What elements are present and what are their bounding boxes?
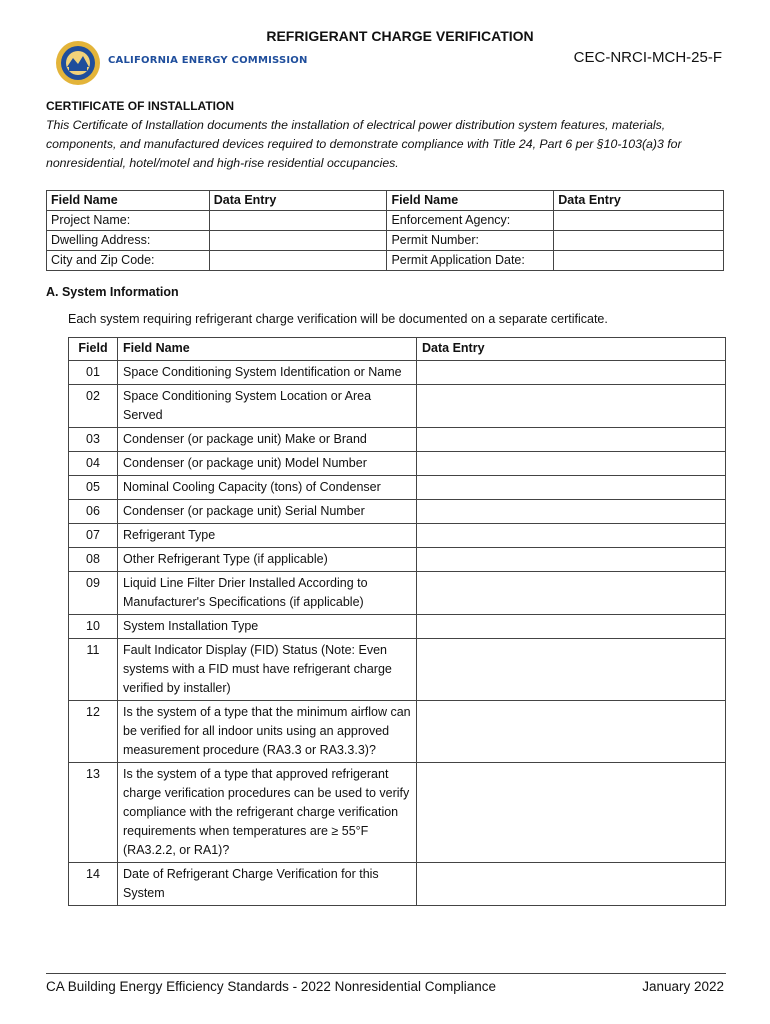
field-number: 01 (69, 361, 118, 385)
section-a-note: Each system requiring refrigerant charge verification will be documented on a separate certificate. (68, 312, 608, 326)
table-header-row (47, 191, 724, 211)
table-row (69, 476, 726, 500)
field-name: System Installation Type (118, 615, 417, 639)
table-row (69, 639, 726, 701)
field-number: 02 (69, 385, 118, 428)
column-header: Field Name (118, 338, 417, 361)
data-entry-cell[interactable] (417, 476, 726, 500)
table-row (69, 452, 726, 476)
project-info-table (46, 190, 724, 271)
table-row (69, 615, 726, 639)
data-entry-cell[interactable] (417, 639, 726, 701)
field-number: 07 (69, 524, 118, 548)
field-name: Space Conditioning System Location or Area Served (118, 385, 417, 428)
data-entry-cell[interactable] (417, 863, 726, 906)
form-code: CEC-NRCI-MCH-25-F (573, 49, 722, 66)
data-entry-cell[interactable] (417, 428, 726, 452)
field-label: Enforcement Agency: (387, 211, 554, 231)
field-number: 03 (69, 428, 118, 452)
table-row (47, 251, 724, 271)
field-label: Permit Application Date: (387, 251, 554, 271)
field-name: Condenser (or package unit) Make or Brand (118, 428, 417, 452)
table-row (69, 385, 726, 428)
table-row (69, 863, 726, 906)
field-label: City and Zip Code: (47, 251, 210, 271)
field-number: 04 (69, 452, 118, 476)
field-number: 05 (69, 476, 118, 500)
table-row (69, 548, 726, 572)
field-number: 09 (69, 572, 118, 615)
project-name-entry[interactable] (209, 211, 387, 231)
table-row (69, 428, 726, 452)
field-name: Fault Indicator Display (FID) Status (Note: Even systems with a FID must have refrigerant charge verified by installer) (118, 639, 417, 701)
data-entry-cell[interactable] (417, 701, 726, 763)
field-name: Liquid Line Filter Drier Installed According to Manufacturer's Specifications (if applicable) (118, 572, 417, 615)
table-row (47, 211, 724, 231)
field-name: Is the system of a type that the minimum airflow can be verified for all indoor units using an approved measurement procedure (RA3.3 or RA3.3.3)? (118, 701, 417, 763)
field-number: 06 (69, 500, 118, 524)
table-row (69, 524, 726, 548)
data-entry-cell[interactable] (417, 500, 726, 524)
logo-text: CALIFORNIA ENERGY COMMISSION (108, 55, 308, 66)
field-name: Space Conditioning System Identification or Name (118, 361, 417, 385)
data-entry-cell[interactable] (417, 615, 726, 639)
data-entry-cell[interactable] (417, 385, 726, 428)
field-number: 13 (69, 763, 118, 863)
column-header: Field Name (387, 191, 554, 211)
field-name: Condenser (or package unit) Model Number (118, 452, 417, 476)
field-name: Refrigerant Type (118, 524, 417, 548)
table-row (69, 500, 726, 524)
field-number: 12 (69, 701, 118, 763)
footer-divider (46, 973, 726, 974)
field-name: Nominal Cooling Capacity (tons) of Condenser (118, 476, 417, 500)
footer-standards: CA Building Energy Efficiency Standards - 2022 Nonresidential Compliance (46, 979, 497, 994)
field-number: 10 (69, 615, 118, 639)
column-header: Data Entry (209, 191, 387, 211)
field-label: Project Name: (47, 211, 210, 231)
table-row (69, 361, 726, 385)
field-number: 08 (69, 548, 118, 572)
footer-date: January 2022 (642, 979, 724, 994)
enforcement-agency-entry[interactable] (554, 211, 724, 231)
column-header: Data Entry (554, 191, 724, 211)
column-header: Data Entry (417, 338, 726, 361)
table-row (69, 763, 726, 863)
section-a-heading: A. System Information (46, 285, 179, 299)
field-name: Condenser (or package unit) Serial Number (118, 500, 417, 524)
table-row (69, 701, 726, 763)
table-row (47, 231, 724, 251)
field-label: Dwelling Address: (47, 231, 210, 251)
column-header: Field Name (47, 191, 210, 211)
permit-number-entry[interactable] (554, 231, 724, 251)
data-entry-cell[interactable] (417, 548, 726, 572)
data-entry-cell[interactable] (417, 524, 726, 548)
field-name: Other Refrigerant Type (if applicable) (118, 548, 417, 572)
data-entry-cell[interactable] (417, 452, 726, 476)
permit-application-date-entry[interactable] (554, 251, 724, 271)
field-label: Permit Number: (387, 231, 554, 251)
data-entry-cell[interactable] (417, 763, 726, 863)
data-entry-cell[interactable] (417, 572, 726, 615)
page-title: REFRIGERANT CHARGE VERIFICATION (266, 28, 534, 44)
system-info-table (68, 337, 726, 906)
data-entry-cell[interactable] (417, 361, 726, 385)
table-row (69, 572, 726, 615)
state-seal-icon (55, 40, 101, 86)
field-name: Is the system of a type that approved refrigerant charge verification procedures can be used to verify compliance with the refrigerant charge verification requirements when temperatures are ≥ 55°F (RA3.2.2, or RA1)? (118, 763, 417, 863)
field-number: 14 (69, 863, 118, 906)
column-header: Field (69, 338, 118, 361)
dwelling-address-entry[interactable] (209, 231, 387, 251)
city-zip-entry[interactable] (209, 251, 387, 271)
table-header-row (69, 338, 726, 361)
certificate-heading: CERTIFICATE OF INSTALLATION (46, 99, 234, 113)
certificate-description: This Certificate of Installation documents the installation of electrical power distribution system features, materials, components, and manufactured devices required to demonstrate compliance with Title 24, Part 6 per §10-103(a)3 for nonresidential, hotel/motel and high-rise residential occupancies. (46, 118, 682, 170)
field-name: Date of Refrigerant Charge Verification for this System (118, 863, 417, 906)
field-number: 11 (69, 639, 118, 701)
